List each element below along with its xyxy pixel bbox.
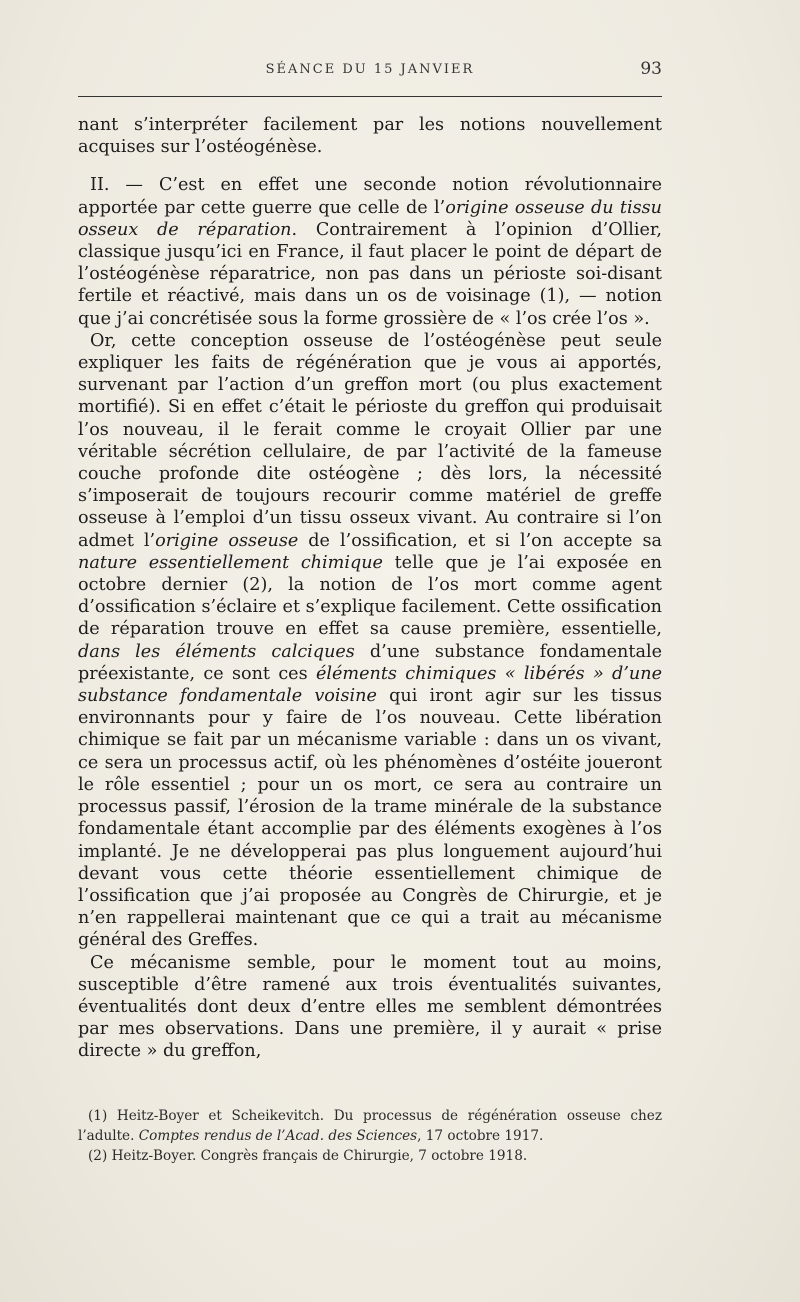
footnotes (78, 1106, 662, 1166)
paragraph-1: nant s’interpréter facilement par les notions nouvellement acquises sur l’ostéogénèse. (78, 115, 662, 158)
paragraph-4: Ce mécanisme semble, pour le moment tout au moins, susceptible d’être ramené aux trois éventualités suivantes, éventualités dont deux d’entre elles me semblent démontrées par mes observations. Dans une première, il y aurait « prise directe » du greffon, (78, 952, 662, 1062)
footnote-2: (2) Heitz-Boyer. Congrès français de Chirurgie, 7 octobre 1918. (88, 1148, 528, 1164)
header-rule (78, 96, 662, 97)
main-text (78, 114, 662, 1063)
running-title: SÉANCE DU 15 JANVIER (265, 62, 475, 77)
page-number: 93 (640, 59, 662, 79)
paragraph-3: Or, cette conception osseuse de l’ostéogénèse peut seule expliquer les faits de régénération que je vous ai apportés, survenant par l’action d’un greffon mort (ou plus exactement mortifié). Si en effet c’était le périoste du greffon qui produisait l’os nouveau, il le ferait comme le croyait Ollier par une véritable sécrétion cellulaire, de par l’activité de la fameuse couche profonde dite ostéogène ; dès lors, la nécessité s’imposerait de toujours recourir comme matériel de greffe osseuse à l’emploi d’un tissu osseux vivant. Au contraire si l’on admet l’origine osseuse de l’ossification, et si l’on accepte sa nature essentiellement chimique telle que je l’ai exposée en octobre dernier (2), la notion de l’os mort comme agent d’ossification s’éclaire et s’explique facilement. Cette ossification de réparation trouve en effet sa cause première, essentielle, dans les éléments calciques d’une substance fondamentale préexistante, ce sont ces éléments chimiques « libérés » d’une substance fondamentale voisine qui iront agir sur les tissus environnants pour y faire de l’os nouveau. Cette libération chimique se fait par un mécanisme variable : dans un os vivant, ce sera un processus actif, où les phénomènes d’ostéite joueront le rôle essentiel ; pour un os mort, ce sera au contraire un processus passif, l’érosion de la trame minérale de la substance fondamentale étant accomplie par des éléments exogènes à l’os implanté. Je ne développerai pas plus longuement aujourd’hui devant vous cette théorie essentiellement chimique de l’ossification que j’ai proposée au Congrès de Chirurgie, et je n’en rappellerai maintenant que ce qui a trait au mécanisme général des Greffes. (78, 330, 662, 951)
footnote-1: (1) Heitz-Boyer et Scheikevitch. Du processus de régénération osseuse chez l’adulte. Comptes rendus de l’Acad. des Sciences, 17 octobre 1917. (78, 1108, 662, 1144)
running-header (78, 58, 662, 88)
paragraph-2: II. — C’est en effet une seconde notion révolutionnaire apportée par cette guerre que celle de l’origine osseuse du tissu osseux de réparation. Contrairement à l’opinion d’Ollier, classique jusqu’ici en France, il faut placer le point de départ de l’ostéogénèse réparatrice, non pas dans un périoste soi-disant fertile et réactivé, mais dans un os de voisinage (1), — notion que j’ai concrétisée sous la forme grossière de « l’os crée l’os ». (78, 175, 663, 329)
